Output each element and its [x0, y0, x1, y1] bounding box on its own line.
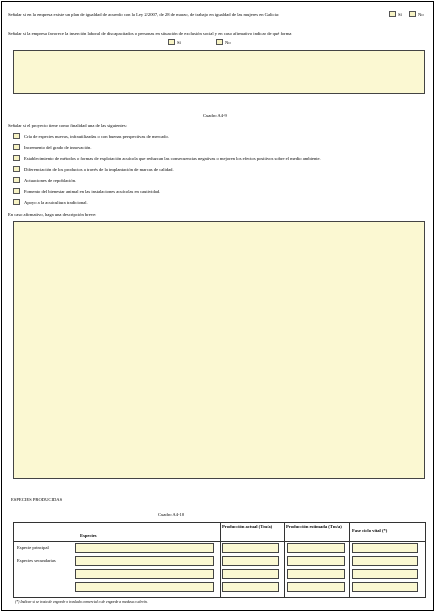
equality-yes-checkbox[interactable]	[389, 11, 396, 17]
secondary-current-production-input-2[interactable]	[222, 569, 279, 579]
col-life-phase-header: Fase ciclo vital (*)	[352, 528, 388, 533]
inclusion-question: Señalar si la empresa favorece la inserción laboral de discapacitados o personas en situación de exclusión social y en caso afirmativo indicar de qué forma	[8, 31, 292, 36]
equality-yes-label: Sí	[398, 12, 402, 17]
option-checkbox-2[interactable]	[13, 144, 20, 150]
secondary-current-production-input-1[interactable]	[222, 556, 279, 566]
secondary-species-input-2[interactable]	[75, 569, 214, 579]
project-description-textarea[interactable]	[13, 221, 425, 479]
option-checkbox-3[interactable]	[13, 155, 20, 161]
secondary-life-phase-input-2[interactable]	[352, 569, 418, 579]
col-current-production-header: Producción actual (Tm/a)	[222, 524, 273, 529]
secondary-species-input-1[interactable]	[75, 556, 214, 566]
inclusion-no-checkbox[interactable]	[216, 39, 223, 45]
species-header-cell	[14, 523, 221, 542]
option-label-2: Incremento del grado de innovación.	[24, 145, 92, 150]
secondary-estimated-production-input-2[interactable]	[287, 569, 345, 579]
col-estimated-production-header: Producción estimada (Tm/a)	[286, 524, 342, 529]
secondary-life-phase-input-3[interactable]	[352, 582, 418, 592]
inclusion-no-label: No	[225, 40, 231, 45]
secondary-estimated-production-input-1[interactable]	[287, 556, 345, 566]
secondary-life-phase-input-1[interactable]	[352, 556, 418, 566]
option-label-4: Diferenciación de los productos a través de la implantación de marcas de calidad.	[24, 167, 174, 172]
cuadro-a49-intro: Señalar si el proyecto tiene como finalidad una de las siguientes:	[8, 123, 127, 128]
option-checkbox-6[interactable]	[13, 188, 20, 194]
secondary-current-production-input-3[interactable]	[222, 582, 279, 592]
option-checkbox-7[interactable]	[13, 199, 20, 205]
cuadro-a410-title: Cuadro A4-10	[158, 512, 185, 517]
option-checkbox-4[interactable]	[13, 166, 20, 172]
main-estimated-production-input[interactable]	[287, 543, 345, 553]
species-section-title: ESPECIES PRODUCIDAS	[11, 497, 63, 502]
option-checkbox-5[interactable]	[13, 177, 20, 183]
secondary-estimated-production-input-3[interactable]	[287, 582, 345, 592]
row-secondary-species-label: Especies secundarias	[17, 558, 56, 563]
option-label-1: Cría de especies nuevas, infrautilizadas o con buenas perspectivas de mercado.	[24, 134, 169, 139]
option-label-3: Establecimiento de métodos o formas de explotación acuícola que reduzcan las consecuencias negativas o mejoren los efectos positivos sobre el medio ambiente.	[24, 156, 321, 161]
species-footnote: (*) Indicar si se trata de engorde o traslado comercial o de engorde a medusa o alevín.	[15, 600, 148, 604]
row-main-species-label: Especie principal	[17, 545, 49, 550]
equality-no-checkbox[interactable]	[409, 11, 416, 17]
equality-plan-question: Señalar si en la empresa existe un plan de igualdad de acuerdo con la Ley 2/2007, de 28 de marzo, de trabajo en igualdad de las mujeres en Galicia:	[8, 12, 280, 17]
main-current-production-input[interactable]	[222, 543, 279, 553]
inclusion-description-textarea[interactable]	[13, 50, 425, 94]
main-species-input[interactable]	[75, 543, 214, 553]
option-label-7: Apoyo a la acuicultura tradicional.	[24, 200, 88, 205]
equality-no-label: No	[418, 12, 424, 17]
inclusion-yes-label: Sí	[177, 40, 181, 45]
cuadro-a49-title: Cuadro A4-9	[203, 113, 227, 118]
secondary-species-input-3[interactable]	[75, 582, 214, 592]
option-label-5: Actuaciones de repoblación.	[24, 178, 77, 183]
description-label: En caso afirmativo, haga una descripción breve:	[8, 212, 97, 217]
option-label-6: Fomento del bienestar animal en las instalaciones acuícolas en cautividad.	[24, 189, 161, 194]
col-species-header: Especies	[80, 533, 97, 538]
main-life-phase-input[interactable]	[352, 543, 418, 553]
option-checkbox-1[interactable]	[13, 133, 20, 139]
inclusion-yes-checkbox[interactable]	[168, 39, 175, 45]
